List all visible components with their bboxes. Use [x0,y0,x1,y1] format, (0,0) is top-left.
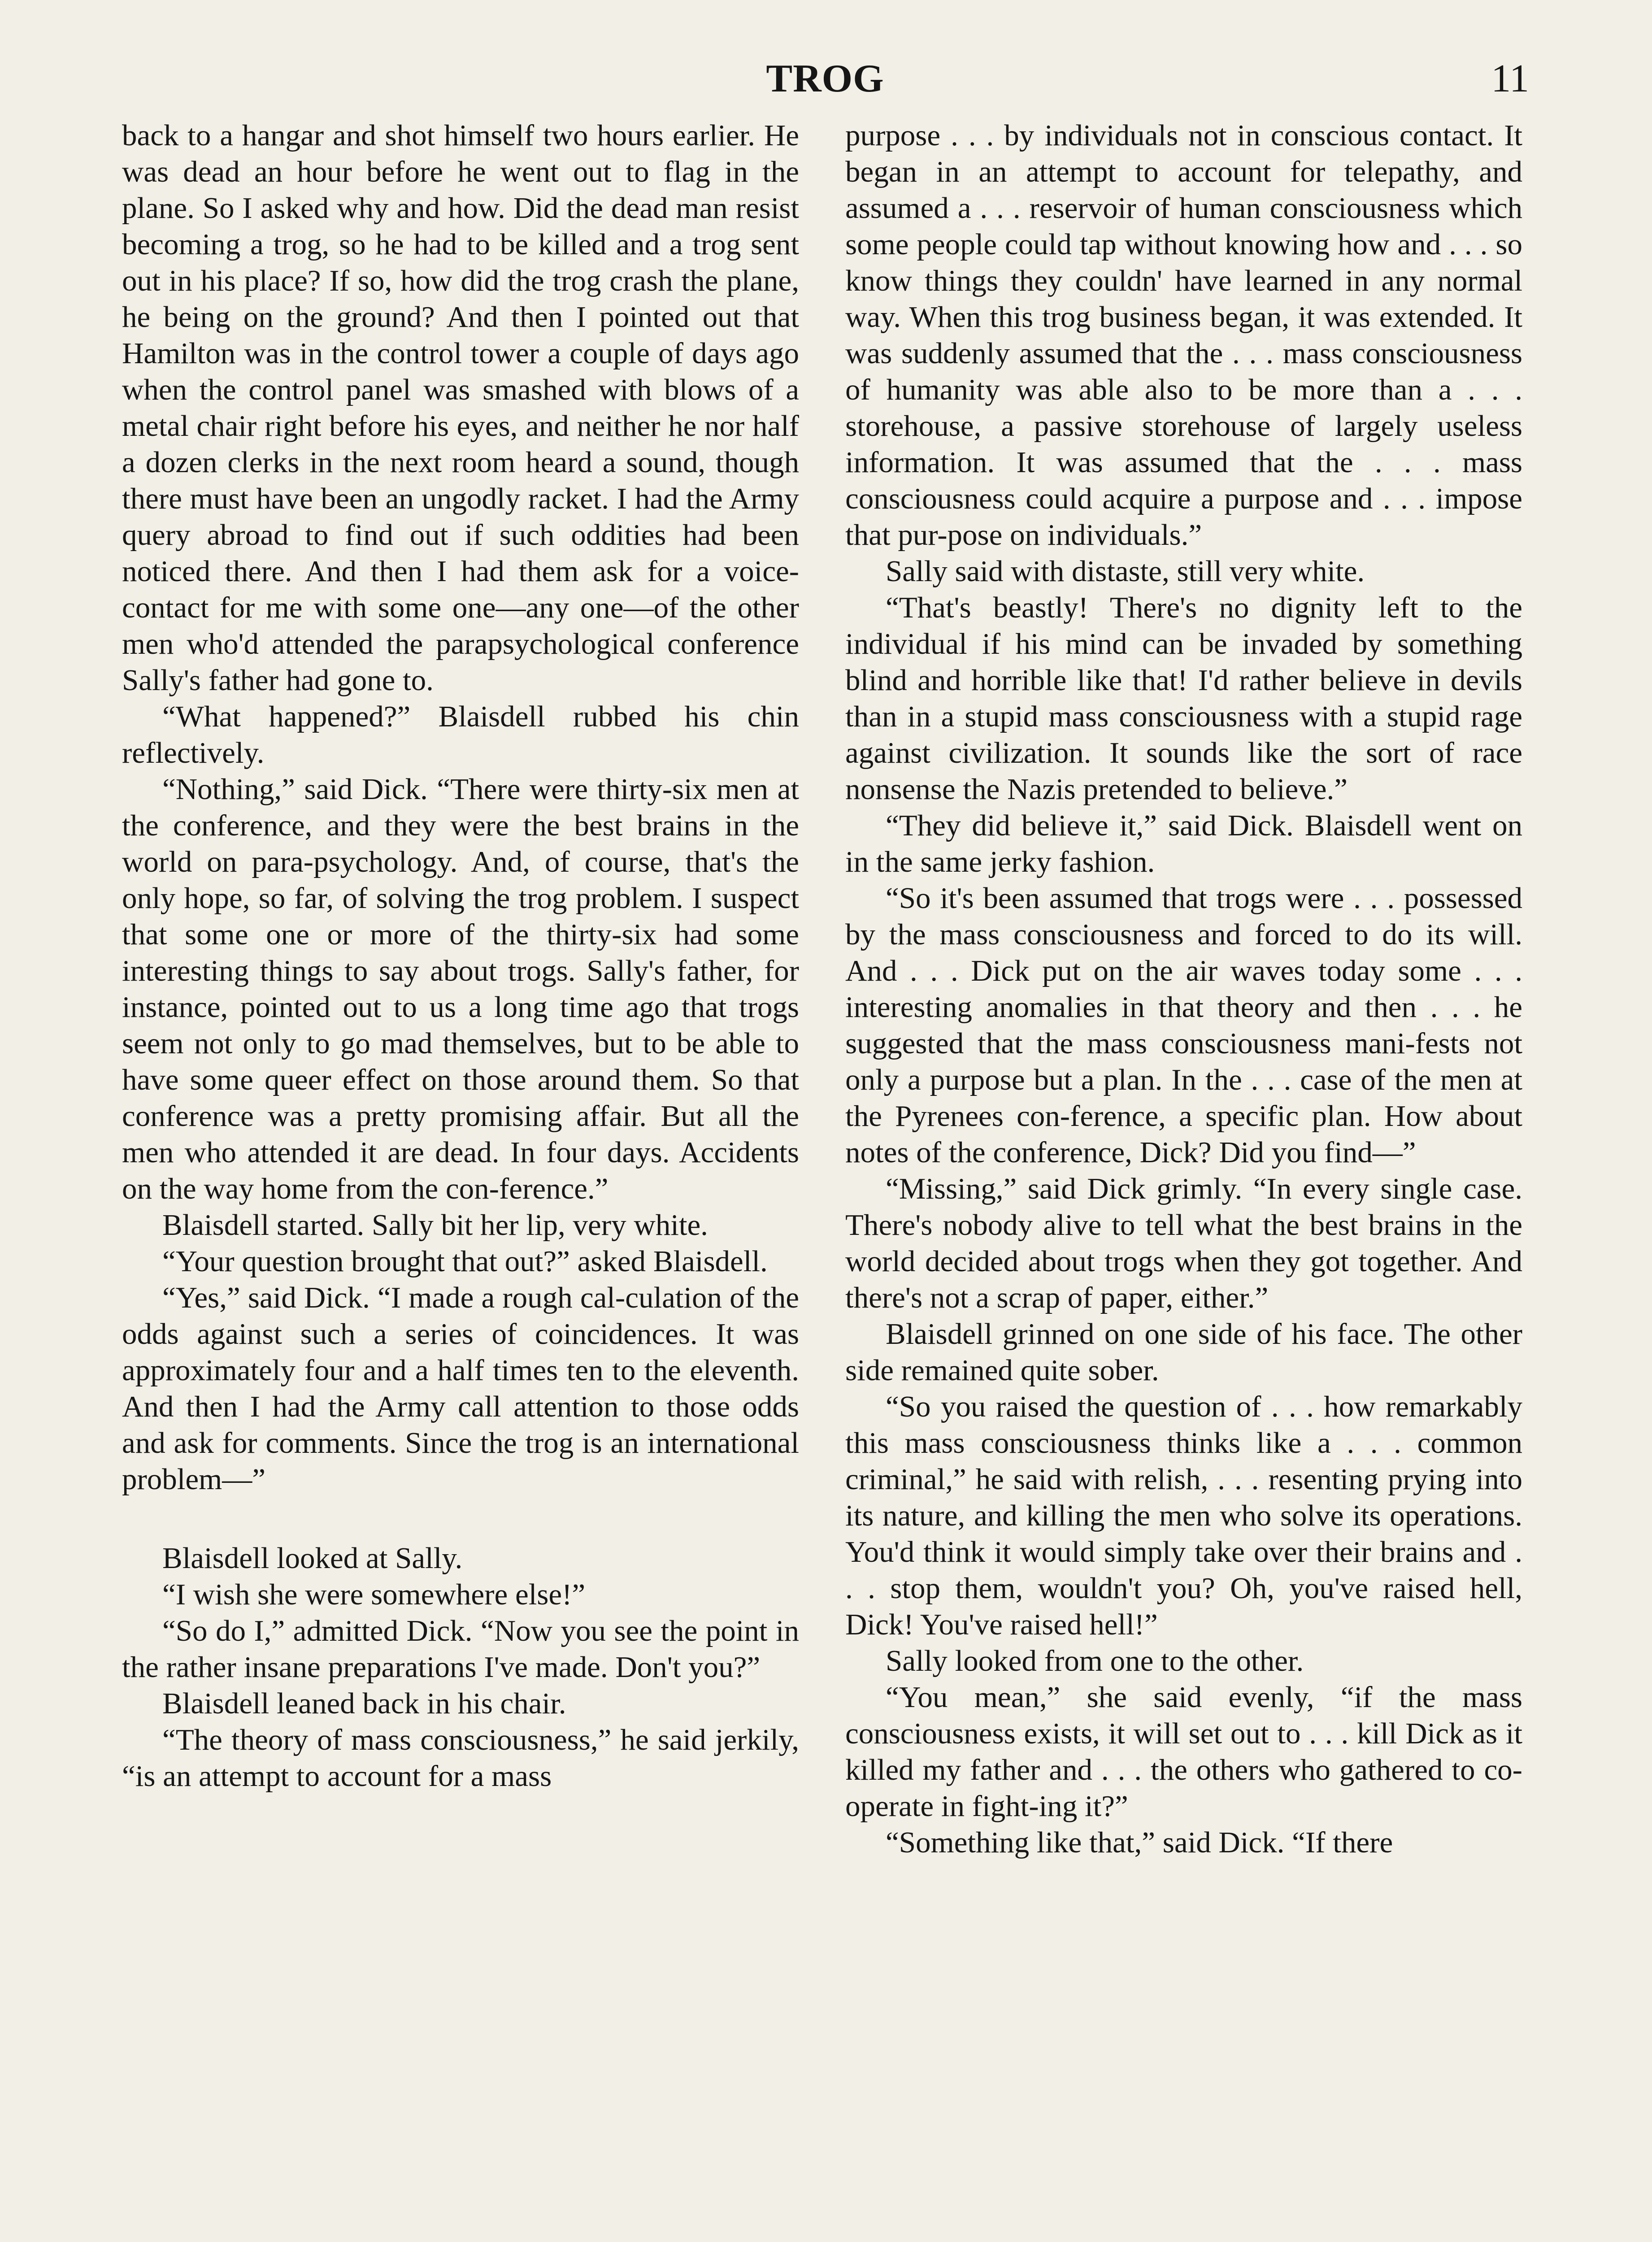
paragraph: “Yes,” said Dick. “I made a rough cal-culation of the odds against such a series of coincidences. It was approximately four and a half times ten to the eleventh. And then I had the Army call attention to those odds and ask for comments. Since the trog is an international problem—” [122,1281,799,1496]
paragraph: back to a hangar and shot himself two hours earlier. He was dead an hour before he went out to flag in the plane. So I asked why and how. Did the dead man resist becoming a trog, so he had to be killed and a trog sent out in his place? If so, how did the trog crash the plane, he being on the ground? And then I pointed out that Hamilton was in the control tower a couple of days ago when the control panel was smashed with blows of a metal chair right before his eyes, and neither he nor half a dozen clerks in the next room heard a sound, though there must have been an ungodly racket. I had the Army query abroad to find out if such oddities had been noticed there. And then I had them ask for a voice-contact for me with some one—any one—of the other men who'd attended the parapsychological conference Sally's father had gone to. [122,119,799,697]
paragraph: “What happened?” Blaisdell rubbed his chin reflectively. [122,700,799,769]
paragraph: Sally looked from one to the other. [886,1644,1304,1677]
paragraph: Blaisdell started. Sally bit her lip, very white. [162,1208,708,1242]
paragraph: “They did believe it,” said Dick. Blaisdell went on in the same jerky fashion. [845,809,1522,878]
paragraph: “So do I,” admitted Dick. “Now you see the point in the rather insane preparations I've made. Don't you?” [122,1614,799,1684]
running-title: TROG [766,57,884,100]
paragraph: Blaisdell looked at Sally. [162,1542,463,1575]
running-header [121,56,1529,105]
page-number: 11 [1491,57,1529,100]
paragraph: “So it's been assumed that trogs were . . . possessed by the mass consciousness and forced to do its will. And . . . Dick put on the air waves today some . . . interesting anomalies in that theory and then . . . he suggested that the mass consciousness mani-fests not only a purpose but a plan. In the . . . case of the men at the Pyrenees con-ference, a specific plan. How about notes of the conference, Dick? Did you find—” [845,882,1522,1169]
paragraph: “I wish she were somewhere else!” [162,1578,586,1611]
paragraph: Blaisdell grinned on one side of his face. The other side remained quite sober. [845,1317,1522,1387]
paragraph: “Your question brought that out?” asked Blaisdell. [162,1245,768,1278]
paragraph: Sally said with distaste, still very white. [886,555,1365,588]
left-column [122,117,799,1794]
paragraph: “That's beastly! There's no dignity left to the individual if his mind can be invaded by something blind and horrible like that! I'd rather believe in devils than in a stupid mass consciousness with a stupid rage against civilization. It sounds like the sort of race nonsense the Nazis pretended to believe.” [845,591,1522,806]
paragraph: “Missing,” said Dick grimly. “In every single case. There's nobody alive to tell what the best brains in the world decided about trogs when they got together. And there's not a scrap of paper, either.” [845,1172,1522,1314]
paragraph: Blaisdell leaned back in his chair. [162,1687,566,1720]
paragraph: “The theory of mass consciousness,” he said jerkily, “is an attempt to account for a mass [122,1723,799,1793]
right-column [845,117,1522,1861]
paragraph: “You mean,” she said evenly, “if the mass consciousness exists, it will set out to . . . kill Dick as it killed my father and . . . the others who gathered to co-operate in fight-ing it?” [845,1681,1522,1823]
paragraph: “So you raised the question of . . . how remarkably this mass consciousness thinks like a . . . common criminal,” he said with relish, . . . resenting prying into its nature, and killing the men who solve its operations. You'd think it would simply take over their brains and . . . stop them, wouldn't you? Oh, you've raised hell, Dick! You've raised hell!” [845,1390,1522,1641]
paragraph: purpose . . . by individuals not in conscious contact. It began in an attempt to account for telepathy, and assumed a . . . reservoir of human consciousness which some people could tap without knowing how and . . . so know things they couldn' have learned in any normal way. When this trog business began, it was extended. It was suddenly assumed that the . . . mass consciousness of humanity was able also to be more than a . . . storehouse, a passive storehouse of largely useless information. It was assumed that the . . . mass consciousness could acquire a purpose and . . . impose that pur-pose on individuals.” [845,119,1522,552]
paragraph: “Nothing,” said Dick. “There were thirty-six men at the conference, and they were the best brains in the world on para-psychology. And, of course, that's the only hope, so far, of solving the trog problem. I suspect that some one or more of the thirty-six had some interesting things to say about trogs. Sally's father, for instance, pointed out to us a long time ago that trogs seem not only to go mad themselves, but to be able to have some queer effect on those around them. So that conference was a pretty promising affair. But all the men who attended it are dead. In four days. Accidents on the way home from the con-ference.” [122,773,799,1205]
paragraph: “Something like that,” said Dick. “If there [886,1826,1393,1859]
